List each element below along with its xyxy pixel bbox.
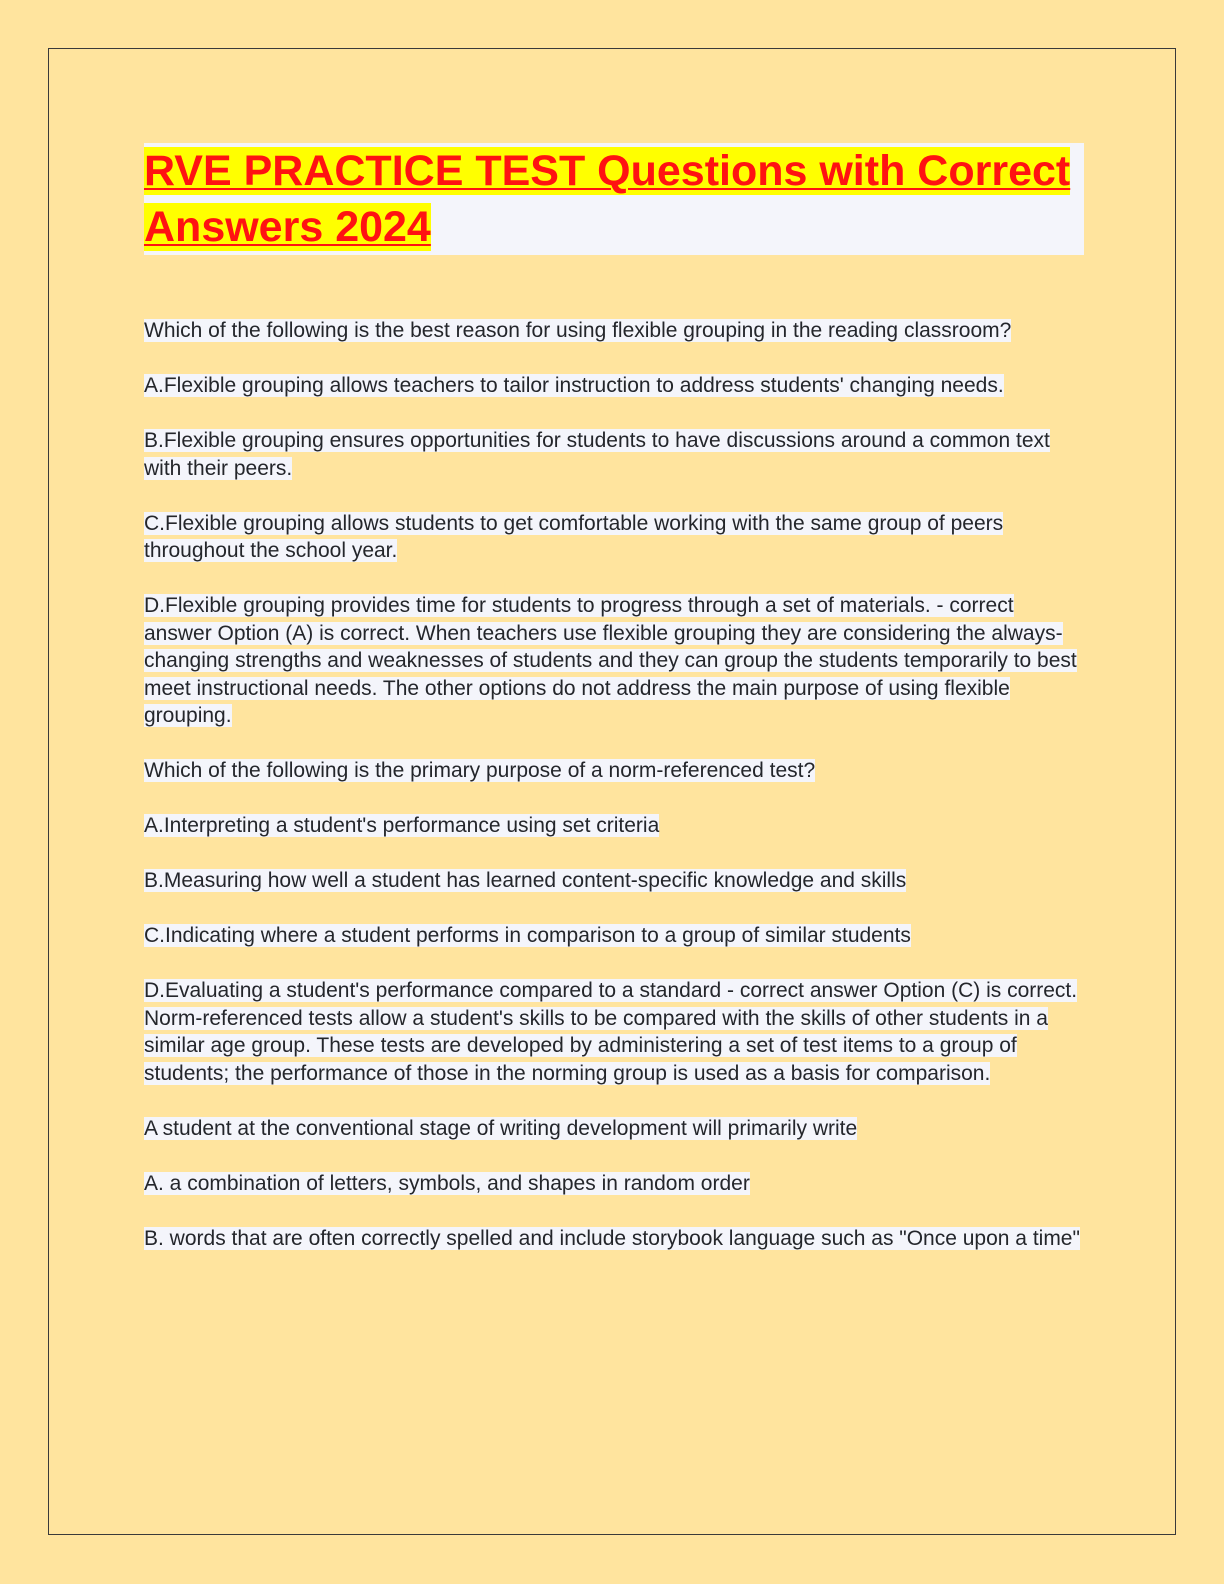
page-title: RVE PRACTICE TEST Questions with Correct Answers 2024 [144,147,1071,251]
question-2-option-c: C.Indicating where a student performs in comparison to a group of similar students [144,924,911,947]
question-2-option-a: A.Interpreting a student's performance using set criteria [144,814,660,837]
question-1-option-c: C.Flexible grouping allows students to get comfortable working with the same group of peers throughout the school year. [144,511,1004,562]
question-1-option-d-answer: D.Flexible grouping provides time for students to progress through a set of materials. - correct answer Option (A) is correct. When teachers use flexible grouping they are considering the always-changing strengths and weaknesses of students and they can group the students temporarily to best meet instructional needs. The other options do not address the main purpose of using flexible grouping. [144,594,1077,727]
question-2: Which of the following is the primary purpose of a norm-referenced test? [144,759,816,782]
question-1-option-b: B.Flexible grouping ensures opportunities for students to have discussions around a common text with their peers. [144,429,1050,480]
question-3: A student at the conventional stage of writing development will primarily write [144,1116,858,1140]
question-3-option-a: A. a combination of letters, symbols, and shapes in random order [144,1171,750,1195]
question-3-option-b: B. words that are often correctly spelled and include storybook language such as "Once upon a time" [144,1226,1080,1250]
question-1: Which of the following is the best reason for using flexible grouping in the reading classroom? [144,319,1012,342]
document-body [144,143,1084,1280]
question-1-option-a: A.Flexible grouping allows teachers to tailor instruction to address students' changing needs. [144,374,1004,397]
question-2-option-d-answer: D.Evaluating a student's performance compared to a standard - correct answer Option (C) is correct. Norm-referenced tests allow a student's skills to be compared with the skills of other students in a similar age group. These tests are developed by administering a set of test items to a group of students; the performance of those in the norming group is used as a basis for comparison. [144,979,1078,1085]
title-block [144,143,1084,255]
question-2-option-b: B.Measuring how well a student has learned content-specific knowledge and skills [144,869,907,892]
